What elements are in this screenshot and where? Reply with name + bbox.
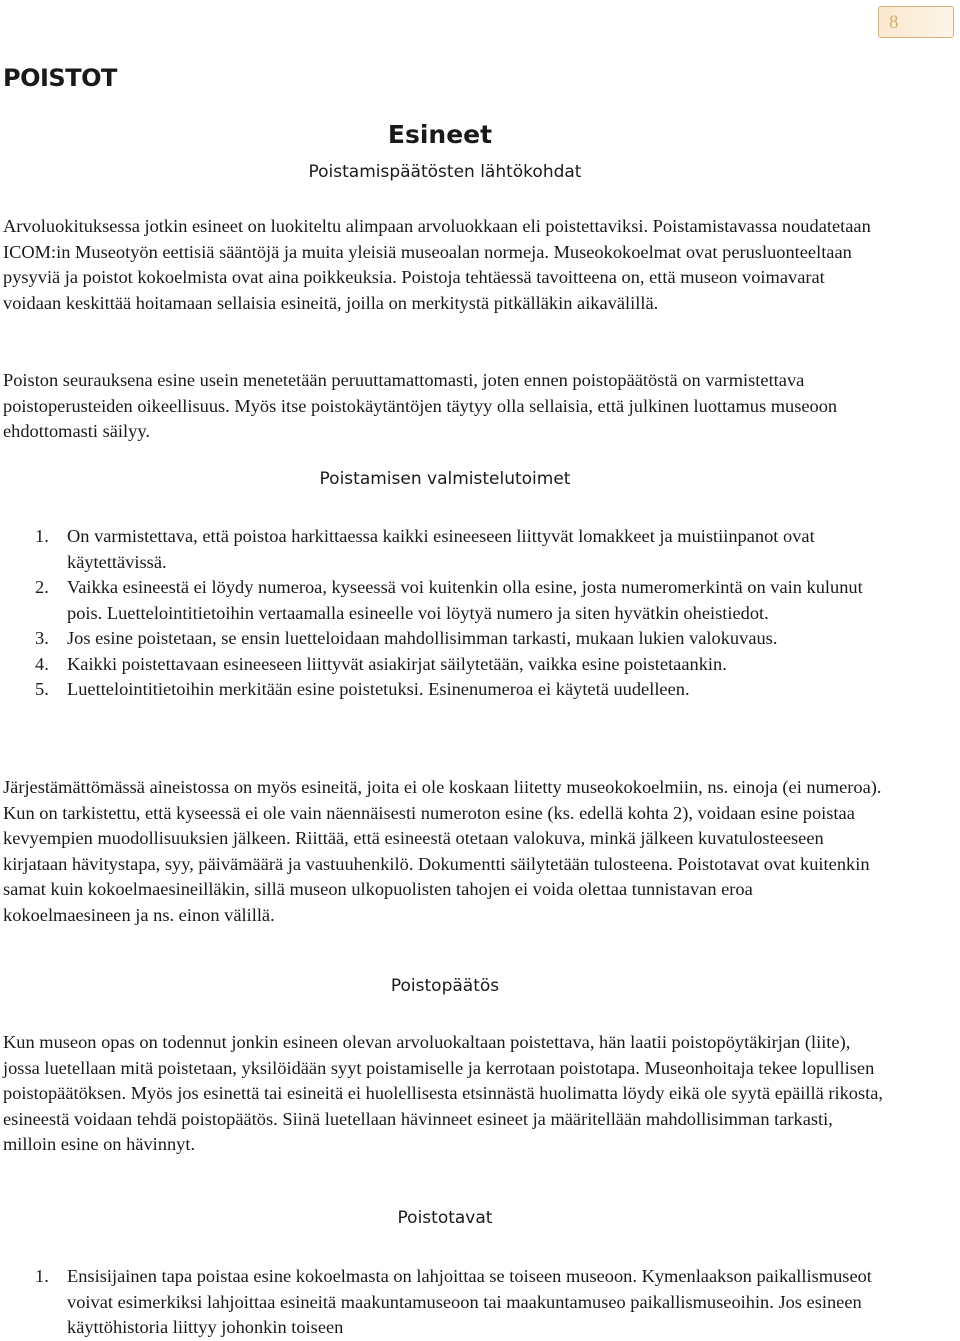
subheading-prep: Poistamisen valmistelutoimet [319,469,571,489]
paragraph-consequence: Poiston seurauksena esine usein menetetään peruuttamattomasti, joten ennen poistopäätöstä on varmistettava poistoperusteiden oikeellisuus. Myös itse poistokäytäntöjen täytyy olla sellaisia, että julkinen luottamus museoon ehdottomasti säilyy. [3,370,838,441]
subheading-decision: Poistopäätös [390,976,500,996]
page-number: 8 [889,12,899,33]
paragraph-unnumbered-items: Järjestämättömässä aineistossa on myös esineitä, joita ei ole koskaan liitetty museokokoelmiin, ns. einoja (ei numeroa). Kun on tarkistettu, että kyseessä ei ole vain näennäisesti numeroton esine (ks. edellä kohta 2), voidaan esine poistaa kevyempien muodollisuuksien jälkeen. Riittää, että esineestä otetaan valokuva, minkä jälkeen kuvatulosteeseen kirjataan hävitystapa, syy, päivämäärä ja vastuuhenkilö. Dokumentti säilytetään tulosteena. Poistotavat ovat kuitenkin samat kuin kokoelmaesineilläkin, sillä museon ulkopuolisten tahojen ei voida olettaa tunnistavan eroa kokoelmaesineen ja ns. einon välillä. [3,777,882,925]
subheading-methods: Poistotavat [397,1208,493,1228]
list-item: 3. Jos esine poistetaan, se ensin luetteloidaan mahdollisimman tarkasti, mukaan lukien valokuvaus. [35,628,778,648]
page-number-badge [878,6,954,38]
list-item: 1. Ensisijainen tapa poistaa esine kokoelmasta on lahjoittaa se toiseen museoon. Kymenlaakson paikallismuseot voivat esimerkiksi lahjoittaa esineitä maakuntamuseoon tai maakuntamuseo paikallismuseoihin. Jos esineen käyttöhistoria liittyy johonkin toiseen [35,1266,872,1337]
section-title: Esineet [387,120,493,149]
chapter-title: POISTOT [3,64,117,92]
prep-steps-list [3,524,883,703]
method-steps-list [3,1264,883,1341]
paragraph-decision: Kun museon opas on todennut jonkin esineen olevan arvoluokaltaan poistettava, hän laatii poistopöytäkirjan (liite), jossa luetellaan mitä poistetaan, yksilöidään syyt poistamiselle ja kerrotaan poistotapa. Museonhoitaja tekee lopullisen poistopäätöksen. Myös jos esinettä tai esineitä ei huolellisesta etsinnästä huolimatta löydy eikä ole syytä epäillä rikosta, esineestä voidaan tehdä poistopäätös. Siinä luetellaan hävinneet esineet ja määritellään mahdollisimman tarkasti, milloin esine on hävinnyt. [3,1032,883,1154]
list-item: 1. On varmistettava, että poistoa harkittaessa kaikki esineeseen liittyvät lomakkeet ja muistiinpanot ovat käytettävissä. [35,526,815,572]
subheading-basis: Poistamispäätösten lähtökohdat [308,162,582,182]
list-item: 2. Vaikka esineestä ei löydy numeroa, kyseessä voi kuitenkin olla esine, josta numeromerkintä on vain kulunut pois. Luettelointitietoihin vertaamalla esineelle voi löytyä numero ja siten hyvätkin oheistiedot. [35,577,863,623]
list-item: 4. Kaikki poistettavaan esineeseen liittyvät asiakirjat säilytetään, vaikka esine poistetaankin. [35,653,727,674]
paragraph-intro: Arvoluokituksessa jotkin esineet on luokiteltu alimpaan arvoluokkaan eli poistettaviksi. Poistamistavassa noudatetaan ICOM:in Museotyön eettisiä sääntöjä ja muita yleisiä museoalan normeja. Museokokoelmat ovat perusluonteeltaan pysyviä ja poistot kokoelmista ovat aina poikkeuksia. Poistoja tehtäessä tavoitteena on, että museon voimavarat voidaan keskittää hoitamaan sellaisia esineitä, joilla on merkitystä pitkälläkin aikavälillä. [3,216,871,313]
list-item: 5. Luettelointitietoihin merkitään esine poistetuksi. Esinenumeroa ei käytetä uudelleen. [35,679,690,699]
